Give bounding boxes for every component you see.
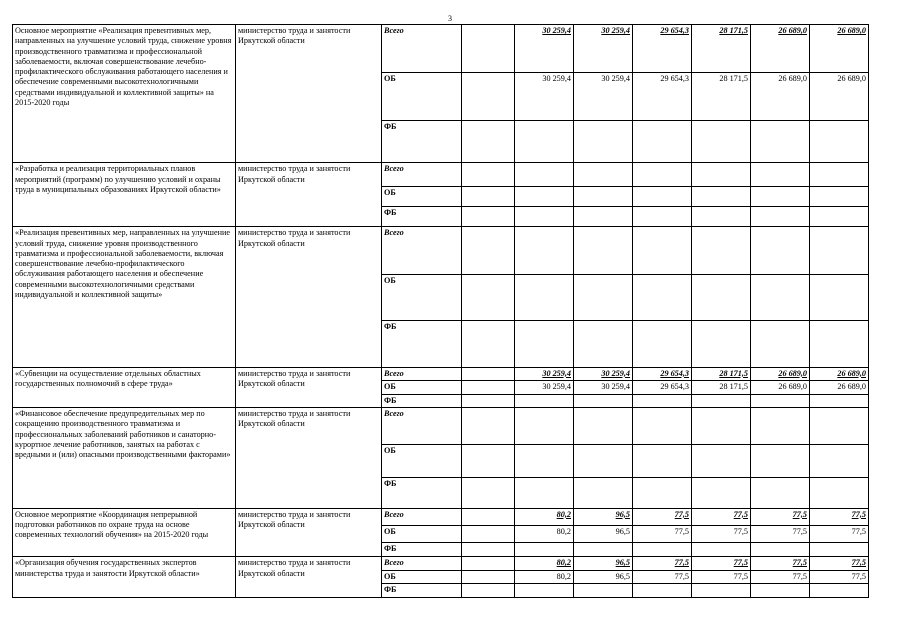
value-cell: 77,5 [692,525,751,542]
funding-source-cell: ОБ [382,186,462,206]
value-cell: 26 689,0 [810,72,869,120]
table-row [13,25,869,73]
funding-source-cell: ФБ [382,478,462,509]
funding-source-cell: ФБ [382,543,462,557]
value-cell: 26 689,0 [810,25,869,73]
value-cell [810,320,869,367]
page-number: 3 [448,14,452,23]
value-cell [574,408,633,445]
empty-cell [462,525,515,542]
value-cell: 30 259,4 [515,72,574,120]
value-cell: 77,5 [751,525,810,542]
value-cell: 77,5 [751,570,810,583]
value-cell: 80,2 [515,557,574,570]
empty-cell [462,206,515,226]
value-cell: 28 171,5 [692,72,751,120]
funding-source-cell: ФБ [382,206,462,226]
value-cell [810,163,869,186]
funding-source-cell: ФБ [382,394,462,407]
empty-cell [462,508,515,525]
value-cell [751,394,810,407]
value-cell [515,408,574,445]
value-cell [574,584,633,598]
value-cell [810,186,869,206]
value-cell [751,444,810,478]
empty-cell [462,543,515,557]
value-cell: 30 259,4 [574,367,633,380]
measure-name-cell: Основное мероприятие «Координация непрерывной подготовки работников по охране труда на основе современных технологий обучения» на 2015-2020 годы [13,508,236,557]
value-cell: 77,5 [810,508,869,525]
value-cell [574,163,633,186]
value-cell: 77,5 [692,557,751,570]
funding-source-cell: ОБ [382,72,462,120]
funding-source-cell: ОБ [382,275,462,321]
funding-source-cell: ОБ [382,444,462,478]
empty-cell [462,120,515,163]
value-cell: 29 654,3 [633,367,692,380]
value-cell: 26 689,0 [810,381,869,394]
value-cell [692,163,751,186]
empty-cell [462,584,515,598]
value-cell: 80,2 [515,508,574,525]
funding-source-cell: ФБ [382,584,462,598]
value-cell: 77,5 [751,557,810,570]
value-cell [751,543,810,557]
value-cell [574,394,633,407]
value-cell [810,444,869,478]
empty-cell [462,367,515,380]
value-cell [692,584,751,598]
value-cell [574,206,633,226]
measure-name-cell: «Финансовое обеспечение предупредительных мер по сокращению производственного травматизма и профессиональных заболеваний работников и санаторно-курортное лечение работников, занятых на работах с вредными и (или) опасными производственными факторами» [13,408,236,509]
value-cell [751,120,810,163]
value-cell: 30 259,4 [574,381,633,394]
funding-source-cell: ФБ [382,320,462,367]
value-cell [751,584,810,598]
value-cell [574,186,633,206]
value-cell: 26 689,0 [751,72,810,120]
empty-cell [462,444,515,478]
value-cell: 77,5 [810,570,869,583]
value-cell: 80,2 [515,570,574,583]
value-cell: 28 171,5 [692,381,751,394]
value-cell [692,444,751,478]
empty-cell [462,320,515,367]
value-cell [692,478,751,509]
funding-source-cell: ФБ [382,120,462,163]
value-cell [810,275,869,321]
empty-cell [462,163,515,186]
value-cell [515,543,574,557]
value-cell: 30 259,4 [574,25,633,73]
value-cell: 30 259,4 [574,72,633,120]
value-cell [515,120,574,163]
executor-cell: министерство труда и занятости Иркутской области [236,227,382,367]
empty-cell [462,394,515,407]
value-cell [751,478,810,509]
value-cell [633,584,692,598]
empty-cell [462,275,515,321]
value-cell [633,206,692,226]
value-cell [515,320,574,367]
table-row [13,408,869,445]
value-cell: 77,5 [692,508,751,525]
value-cell: 80,2 [515,525,574,542]
value-cell [692,320,751,367]
empty-cell [462,72,515,120]
executor-cell: министерство труда и занятости Иркутской области [236,408,382,509]
value-cell [633,478,692,509]
value-cell: 77,5 [810,525,869,542]
value-cell: 26 689,0 [751,367,810,380]
value-cell: 29 654,3 [633,25,692,73]
value-cell [692,394,751,407]
executor-cell: министерство труда и занятости Иркутской области [236,508,382,557]
funding-source-cell: Всего [382,367,462,380]
value-cell [574,444,633,478]
measure-name-cell: «Реализация превентивных мер, направленных на улучшение условий труда, снижение уровня производственного травматизма и профессиональной заболеваемости, включая совершенствование лечебно-профилактического обслуживания работающего населения и обеспечение современными высокотехнологичными средствами индивидуальной и коллективной защиты» [13,227,236,367]
value-cell [633,275,692,321]
funding-source-cell: ОБ [382,525,462,542]
value-cell: 77,5 [751,508,810,525]
value-cell [515,227,574,275]
value-cell [515,206,574,226]
value-cell [515,186,574,206]
measure-name-cell: «Субвенции на осуществление отдельных областных государственных полномочий в сфере труда» [13,367,236,407]
value-cell [633,186,692,206]
value-cell: 96,5 [574,557,633,570]
table-row [13,557,869,570]
value-cell: 28 171,5 [692,25,751,73]
value-cell: 96,5 [574,570,633,583]
value-cell: 77,5 [692,570,751,583]
empty-cell [462,186,515,206]
value-cell: 26 689,0 [810,367,869,380]
funding-source-cell: Всего [382,557,462,570]
value-cell [574,120,633,163]
value-cell [574,227,633,275]
value-cell [633,394,692,407]
value-cell [810,408,869,445]
value-cell: 96,5 [574,508,633,525]
value-cell [751,163,810,186]
value-cell: 26 689,0 [751,25,810,73]
value-cell [810,584,869,598]
value-cell [633,320,692,367]
value-cell: 29 654,3 [633,72,692,120]
value-cell [633,120,692,163]
value-cell [633,227,692,275]
value-cell [633,543,692,557]
value-cell: 77,5 [633,525,692,542]
executor-cell: министерство труда и занятости Иркутской области [236,367,382,407]
value-cell [515,584,574,598]
value-cell [810,394,869,407]
value-cell: 96,5 [574,525,633,542]
table-row [13,508,869,525]
value-cell [692,206,751,226]
executor-cell: министерство труда и занятости Иркутской области [236,557,382,598]
value-cell [751,227,810,275]
funding-source-cell: Всего [382,227,462,275]
value-cell: 30 259,4 [515,25,574,73]
value-cell: 28 171,5 [692,367,751,380]
value-cell [515,444,574,478]
value-cell [692,408,751,445]
empty-cell [462,408,515,445]
empty-cell [462,570,515,583]
funding-source-cell: Всего [382,163,462,186]
value-cell: 30 259,4 [515,367,574,380]
table-row [13,163,869,186]
funding-source-cell: Всего [382,508,462,525]
value-cell [633,444,692,478]
value-cell [692,227,751,275]
value-cell [633,163,692,186]
value-cell [574,478,633,509]
value-cell [810,227,869,275]
value-cell [810,543,869,557]
funding-source-cell: Всего [382,25,462,73]
budget-table [12,24,869,598]
value-cell [751,275,810,321]
value-cell: 77,5 [633,570,692,583]
value-cell [692,186,751,206]
executor-cell: министерство труда и занятости Иркутской области [236,163,382,227]
value-cell [515,275,574,321]
value-cell [692,120,751,163]
value-cell [692,275,751,321]
funding-source-cell: ОБ [382,381,462,394]
value-cell: 30 259,4 [515,381,574,394]
value-cell: 77,5 [633,508,692,525]
value-cell: 29 654,3 [633,381,692,394]
empty-cell [462,25,515,73]
empty-cell [462,381,515,394]
table-row [13,367,869,380]
measure-name-cell: «Разработка и реализация территориальных планов мероприятий (программ) по улучшению условий и охраны труда в муниципальных образованиях Иркутской области» [13,163,236,227]
value-cell [751,206,810,226]
value-cell: 77,5 [633,557,692,570]
executor-cell: министерство труда и занятости Иркутской области [236,25,382,163]
value-cell [515,478,574,509]
value-cell [574,543,633,557]
empty-cell [462,227,515,275]
value-cell [633,408,692,445]
measure-name-cell: Основное мероприятие «Реализация превентивных мер, направленных на улучшение условий труда, снижение уровня производственного травматизма и профессиональной заболеваемости, включая совершенствование лечебно-профилактического обслуживания работающего населения и обеспечение современными высокотехнологичными средствами индивидуальной и коллективной защиты» на 2015-2020 годы [13,25,236,163]
value-cell: 77,5 [810,557,869,570]
value-cell [751,186,810,206]
value-cell [515,163,574,186]
value-cell [810,206,869,226]
value-cell [751,320,810,367]
value-cell: 26 689,0 [751,381,810,394]
empty-cell [462,478,515,509]
funding-source-cell: Всего [382,408,462,445]
table-row [13,227,869,275]
value-cell [810,120,869,163]
value-cell [515,394,574,407]
value-cell [751,408,810,445]
value-cell [810,478,869,509]
value-cell [692,543,751,557]
empty-cell [462,557,515,570]
value-cell [574,320,633,367]
funding-source-cell: ОБ [382,570,462,583]
measure-name-cell: «Организация обучения государственных экспертов министерства труда и занятости Иркутской области» [13,557,236,598]
value-cell [574,275,633,321]
